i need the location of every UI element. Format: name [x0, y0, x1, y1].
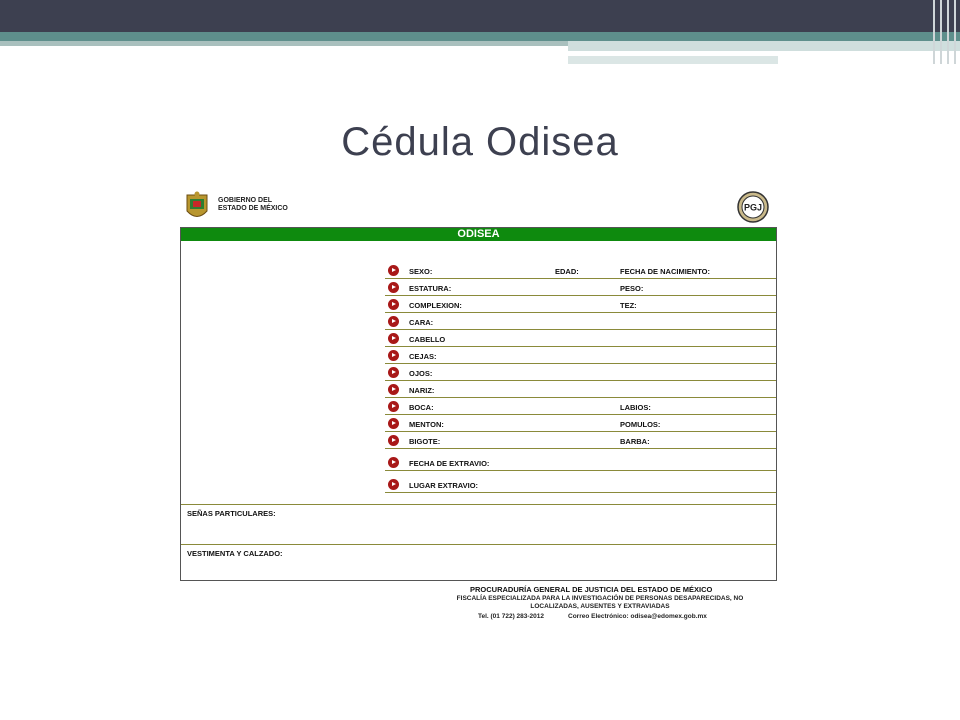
field-label: SEXO: [409, 267, 433, 276]
field-label: ESTATURA: [409, 284, 452, 293]
field-label: PESO: [620, 284, 644, 293]
play-bullet-icon [388, 418, 399, 429]
row-divider [385, 380, 776, 381]
slide-title: Cédula Odisea [341, 120, 619, 164]
form-row [385, 331, 776, 347]
row-divider [385, 431, 776, 432]
header-band-dark [0, 0, 960, 32]
field-label: LUGAR EXTRAVIO: [409, 481, 479, 490]
phone-number: Tel. (01 722) 283-2012 [478, 613, 545, 620]
field-label: CEJAS: [409, 352, 437, 361]
corner-stripe [954, 0, 956, 64]
odisea-card [180, 190, 777, 581]
row-divider [385, 492, 776, 493]
field-label: MENTON: [409, 420, 444, 429]
play-bullet-icon [388, 333, 399, 344]
field-label: BARBA: [620, 437, 650, 446]
row-divider [385, 295, 776, 296]
field-label: LABIOS: [620, 403, 651, 412]
field-label: NARIZ: [409, 386, 435, 395]
play-bullet-icon [388, 316, 399, 327]
crest-icon [184, 191, 210, 222]
form-row [385, 472, 776, 493]
row-divider [385, 329, 776, 330]
gov-line1: GOBIERNO DEL [218, 197, 273, 204]
row-divider [385, 346, 776, 347]
corner-stripe [947, 0, 949, 64]
header-divider [776, 51, 890, 54]
play-bullet-icon [388, 435, 399, 446]
play-bullet-icon [388, 299, 399, 310]
field-label: POMULOS: [620, 420, 661, 429]
row-divider [385, 397, 776, 398]
form-header: ODISEA [181, 228, 776, 241]
form-row [385, 263, 776, 279]
form-row [385, 399, 776, 415]
corner-stripe [940, 0, 942, 64]
corner-stripe [933, 0, 935, 64]
header-band-light [568, 56, 778, 64]
form-box [180, 227, 777, 581]
form-row [385, 297, 776, 313]
form-row [385, 314, 776, 330]
field-label: EDAD: [555, 267, 579, 276]
fiscalia-name: FISCALÍA ESPECIALIZADA PARA LA INVESTIGACIÓN DE PERSONAS DESAPARECIDAS, NO LOCALIZADAS, AUSENTES Y EXTRAVIADAS [456, 595, 744, 610]
row-divider [385, 470, 776, 471]
field-label: CARA: [409, 318, 434, 327]
play-bullet-icon [388, 384, 399, 395]
play-bullet-icon [388, 479, 399, 490]
gov-logo [180, 190, 300, 224]
field-label: FECHA DE NACIMIENTO: [620, 267, 710, 276]
row-divider [385, 363, 776, 364]
divider [181, 504, 776, 505]
email-address: Correo Electrónico: odisea@edomex.gob.mx [568, 613, 707, 620]
play-bullet-icon [388, 265, 399, 276]
header-band-teal [0, 32, 960, 41]
row-divider [385, 448, 776, 449]
form-row [385, 416, 776, 432]
field-label: CABELLO [409, 335, 446, 344]
senas-label: SEÑAS PARTICULARES: [187, 509, 276, 518]
field-label: COMPLEXION: [409, 301, 462, 310]
institution-name: PROCURADURÍA GENERAL DE JUSTICIA DEL ESTADO DE MÉXICO [470, 585, 713, 594]
row-divider [385, 414, 776, 415]
form-row [385, 365, 776, 381]
play-bullet-icon [388, 282, 399, 293]
form-row [385, 348, 776, 364]
form-row [385, 280, 776, 296]
field-label: BIGOTE: [409, 437, 441, 446]
play-bullet-icon [388, 457, 399, 468]
row-divider [385, 312, 776, 313]
header-band-light [568, 41, 960, 51]
field-label: OJOS: [409, 369, 433, 378]
field-label: FECHA DE EXTRAVIO: [409, 459, 490, 468]
gov-line2: ESTADO DE MÉXICO [218, 205, 288, 212]
svg-text:PGJ: PGJ [743, 202, 763, 213]
gov-name [218, 197, 288, 213]
pgj-logo-icon [737, 191, 769, 223]
play-bullet-icon [388, 350, 399, 361]
form-row [385, 382, 776, 398]
field-label: BOCA: [409, 403, 434, 412]
vestimenta-label: VESTIMENTA Y CALZADO: [187, 549, 283, 558]
form-row [385, 450, 776, 471]
form-row [385, 433, 776, 449]
play-bullet-icon [388, 367, 399, 378]
header-band-light [0, 41, 570, 46]
field-label: TEZ: [620, 301, 637, 310]
row-divider [385, 278, 776, 279]
play-bullet-icon [388, 401, 399, 412]
divider [181, 544, 776, 545]
